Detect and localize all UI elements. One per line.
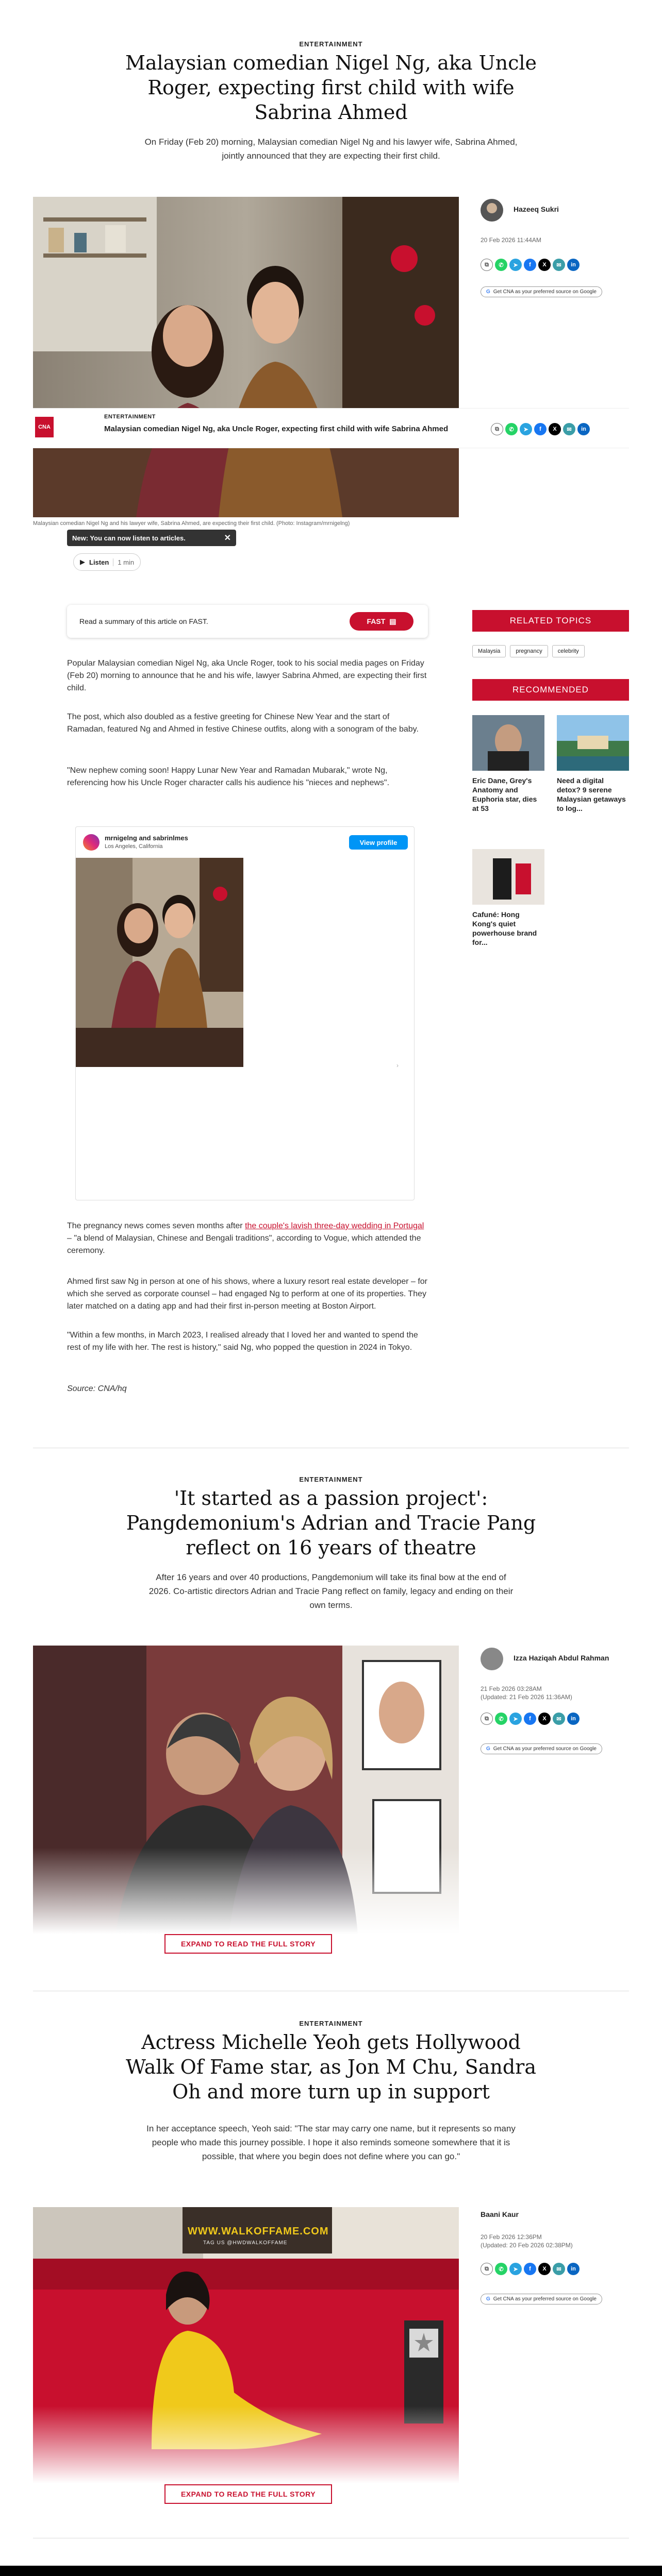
whatsapp-icon[interactable]: ✆ bbox=[495, 2263, 507, 2275]
recommended-title[interactable]: Need a digital detox? 9 serene Malaysian getaways to log... bbox=[557, 776, 626, 812]
share-row bbox=[481, 2263, 580, 2275]
whatsapp-icon[interactable]: ✆ bbox=[495, 259, 507, 271]
related-topics-heading: RELATED TOPICS bbox=[472, 610, 629, 632]
fast-summary-prompt: Read a summary of this article on FAST. bbox=[79, 617, 208, 625]
google-pill-label: Get CNA as your preferred source on Google bbox=[493, 1746, 597, 1752]
copy-link-icon[interactable]: ⧉ bbox=[491, 423, 503, 435]
copy-link-icon[interactable]: ⧉ bbox=[481, 1713, 493, 1725]
close-icon[interactable]: ✕ bbox=[224, 534, 231, 543]
fast-summary-card bbox=[67, 605, 428, 638]
recommended-thumb[interactable] bbox=[557, 715, 629, 771]
sticky-share-row bbox=[491, 423, 590, 435]
listen-label: Listen bbox=[89, 558, 109, 566]
instagram-location: Los Angeles, California bbox=[105, 843, 163, 850]
author-avatar[interactable] bbox=[481, 1648, 503, 1670]
walk-of-fame-banner-sub: TAG US @HWDWALKOFFAME bbox=[203, 2240, 288, 2246]
publish-date: 20 Feb 2026 11:44AM bbox=[481, 236, 541, 244]
article3-hero-image bbox=[33, 2207, 459, 2483]
author-name[interactable]: Hazeeq Sukri bbox=[514, 205, 559, 213]
x-icon[interactable]: X bbox=[538, 2263, 551, 2275]
share-row bbox=[481, 1713, 580, 1725]
telegram-icon[interactable]: ➤ bbox=[520, 423, 532, 435]
recommended-title[interactable]: Eric Dane, Grey's Anatomy and Euphoria star, dies at 53 bbox=[472, 776, 537, 812]
linkedin-icon[interactable]: in bbox=[567, 259, 580, 271]
recommended-thumb[interactable] bbox=[472, 715, 544, 771]
linkedin-icon[interactable]: in bbox=[567, 2263, 580, 2275]
instagram-accounts[interactable]: mrnigelng and sabrinlmes bbox=[105, 834, 188, 842]
copy-link-icon[interactable]: ⧉ bbox=[481, 2263, 493, 2275]
topic-tag[interactable]: pregnancy bbox=[510, 645, 548, 657]
topic-tag[interactable]: celebrity bbox=[552, 645, 585, 657]
google-source-pill[interactable] bbox=[481, 286, 602, 297]
google-icon: G bbox=[486, 2296, 490, 2302]
author-avatar[interactable] bbox=[481, 199, 503, 222]
facebook-icon[interactable]: f bbox=[534, 423, 547, 435]
google-source-pill[interactable] bbox=[481, 2294, 602, 2304]
instagram-avatar[interactable] bbox=[83, 834, 100, 851]
article1-lede: On Friday (Feb 20) morning, Malaysian comedian Nigel Ng and his lawyer wife, Sabrina Ahmed, jointly announced that they are expecting their first child. bbox=[144, 137, 518, 161]
publish-date: 20 Feb 2026 12:36PM bbox=[481, 2233, 542, 2241]
article2-lede: After 16 years and over 40 productions, Pangdemonium will take its final bow at the end of 2026. Co-artistic directors Adrian and Tracie Pang reflect on family, legacy and ending on their own terms. bbox=[148, 1572, 514, 1610]
fast-button[interactable] bbox=[350, 612, 413, 631]
facebook-icon[interactable]: f bbox=[524, 2263, 536, 2275]
article3-category[interactable]: ENTERTAINMENT bbox=[299, 2020, 363, 2027]
walk-of-fame-banner: WWW.WALKOFFAME.COM bbox=[188, 2226, 329, 2237]
instagram-embed bbox=[75, 826, 415, 1200]
article2-category[interactable]: ENTERTAINMENT bbox=[299, 1476, 363, 1483]
email-icon[interactable]: ✉ bbox=[553, 2263, 565, 2275]
email-icon[interactable]: ✉ bbox=[553, 1713, 565, 1725]
whatsapp-icon[interactable]: ✆ bbox=[505, 423, 518, 435]
author-name[interactable]: Izza Haziqah Abdul Rahman bbox=[514, 1654, 609, 1662]
article2-headline[interactable]: 'It started as a passion project': Pangdemonium's Adrian and Tracie Pang reflect on 16 years of theatre bbox=[126, 1487, 536, 1559]
wedding-link[interactable]: the couple's lavish three-day wedding in Portugal bbox=[245, 1222, 424, 1230]
share-row bbox=[481, 259, 580, 271]
sticky-category[interactable]: ENTERTAINMENT bbox=[104, 414, 156, 420]
google-icon: G bbox=[486, 1746, 490, 1752]
expand-full-story-button[interactable]: EXPAND TO READ THE FULL STORY bbox=[164, 2484, 332, 2504]
google-icon: G bbox=[486, 289, 490, 295]
email-icon[interactable]: ✉ bbox=[553, 259, 565, 271]
link-suffix: – "a blend of Malaysian, Chinese and Bengali traditions", according to Vogue, which attended the ceremony. bbox=[67, 1234, 421, 1255]
carousel-next-icon[interactable]: › bbox=[396, 1062, 399, 1069]
facebook-icon[interactable]: f bbox=[524, 259, 536, 271]
article1-paragraph: Ahmed first saw Ng in person at one of his shows, where a luxury resort real estate developer – for which she served as corporate counsel – had engaged Ng to perform at one of its properties. They later matched on a dating app and had their first in-person meeting at Boston Airport. bbox=[67, 1277, 428, 1311]
article3-headline[interactable]: Actress Michelle Yeoh gets Hollywood Walk Of Fame star, as Jon M Chu, Sandra Oh and more turn up in support bbox=[126, 2031, 536, 2103]
recommended-heading: RECOMMENDED bbox=[472, 679, 629, 701]
google-pill-label: Get CNA as your preferred source on Google bbox=[493, 289, 597, 295]
facebook-icon[interactable]: f bbox=[524, 1713, 536, 1725]
article1-paragraph: "Within a few months, in March 2023, I realised already that I loved her and wanted to spend the rest of my life with her. The rest is history," said Ng, who popped the question in 2024 in Tokyo. bbox=[67, 1331, 418, 1352]
expand-full-story-button[interactable]: EXPAND TO READ THE FULL STORY bbox=[164, 1934, 332, 1954]
publish-date: 21 Feb 2026 03:28AM bbox=[481, 1685, 542, 1692]
recommended-thumb[interactable] bbox=[472, 849, 544, 905]
whatsapp-icon[interactable]: ✆ bbox=[495, 1713, 507, 1725]
play-icon: ▶ bbox=[80, 558, 85, 566]
article1-headline: Malaysian comedian Nigel Ng, aka Uncle Roger, expecting first child with wife Sabrina Ahmed bbox=[125, 52, 537, 124]
link-prefix: The pregnancy news comes seven months after bbox=[67, 1222, 245, 1230]
cna-logo[interactable]: CNA bbox=[35, 417, 54, 437]
listen-tooltip bbox=[67, 530, 236, 546]
topic-tag[interactable]: Malaysia bbox=[472, 645, 506, 657]
article1-category[interactable]: ENTERTAINMENT bbox=[299, 40, 363, 48]
telegram-icon[interactable]: ➤ bbox=[509, 2263, 522, 2275]
hero-caption: Malaysian comedian Nigel Ng and his lawyer wife, Sabrina Ahmed, are expecting their first child. (Photo: Instagram/mrnigelng) bbox=[33, 520, 350, 527]
article1-paragraph: Popular Malaysian comedian Nigel Ng, aka Uncle Roger, took to his social media pages on Friday (Feb 20) morning to announce that he and his wife, lawyer Sabrina Ahmed, are expecting their first child. bbox=[67, 659, 427, 692]
author-name[interactable]: Baani Kaur bbox=[481, 2210, 519, 2218]
x-icon[interactable]: X bbox=[538, 259, 551, 271]
listen-tooltip-text: New: You can now listen to articles. bbox=[72, 534, 186, 542]
topic-tags bbox=[472, 645, 629, 657]
telegram-icon[interactable]: ➤ bbox=[509, 1713, 522, 1725]
copy-link-icon[interactable]: ⧉ bbox=[481, 259, 493, 271]
linkedin-icon[interactable]: in bbox=[577, 423, 590, 435]
x-icon[interactable]: X bbox=[549, 423, 561, 435]
instagram-photo[interactable] bbox=[76, 858, 243, 1067]
article3-lede: In her acceptance speech, Yeoh said: "The star may carry one name, but it represents so many people who made this journey possible. I hope it also reminds someone somewhere that it is possible, that where you begin does not define where you can go." bbox=[146, 2124, 516, 2161]
fast-label: FAST bbox=[367, 617, 386, 625]
google-source-pill[interactable] bbox=[481, 1743, 602, 1754]
article1-hero-image bbox=[33, 197, 459, 517]
updated-date: (Updated: 21 Feb 2026 11:36AM) bbox=[481, 1693, 572, 1701]
article1-source: Source: CNA/hq bbox=[67, 1384, 127, 1393]
linkedin-icon[interactable]: in bbox=[567, 1713, 580, 1725]
document-icon: ▤ bbox=[389, 617, 396, 625]
article1-paragraph-with-link bbox=[67, 1220, 428, 1257]
view-profile-button[interactable]: View profile bbox=[349, 835, 408, 850]
listen-duration: 1 min bbox=[113, 558, 134, 566]
recommended-title[interactable]: Cafuné: Hong Kong's quiet powerhouse brand for... bbox=[472, 910, 537, 946]
article2-hero-image bbox=[33, 1646, 459, 1934]
telegram-icon[interactable]: ➤ bbox=[509, 259, 522, 271]
sticky-header-bar bbox=[33, 408, 629, 448]
updated-date: (Updated: 20 Feb 2026 02:38PM) bbox=[481, 2242, 573, 2249]
sticky-title: Malaysian comedian Nigel Ng, aka Uncle Roger, expecting first child with wife Sabrina Ahmed bbox=[104, 425, 449, 433]
article1-paragraph: The post, which also doubled as a festive greeting for Chinese New Year and the start of Ramadan, featured Ng and Ahmed in festive Chinese outfits, along with a sonogram of the baby. bbox=[67, 713, 419, 734]
google-pill-label: Get CNA as your preferred source on Google bbox=[493, 2296, 597, 2302]
site-footer bbox=[0, 2566, 662, 2576]
email-icon[interactable]: ✉ bbox=[563, 423, 575, 435]
article1-paragraph: "New nephew coming soon! Happy Lunar New Year and Ramadan Mubarak," wrote Ng, referencing how his Uncle Roger character calls his audience his "nieces and nephews". bbox=[67, 766, 390, 787]
x-icon[interactable]: X bbox=[538, 1713, 551, 1725]
listen-button[interactable] bbox=[73, 553, 141, 571]
